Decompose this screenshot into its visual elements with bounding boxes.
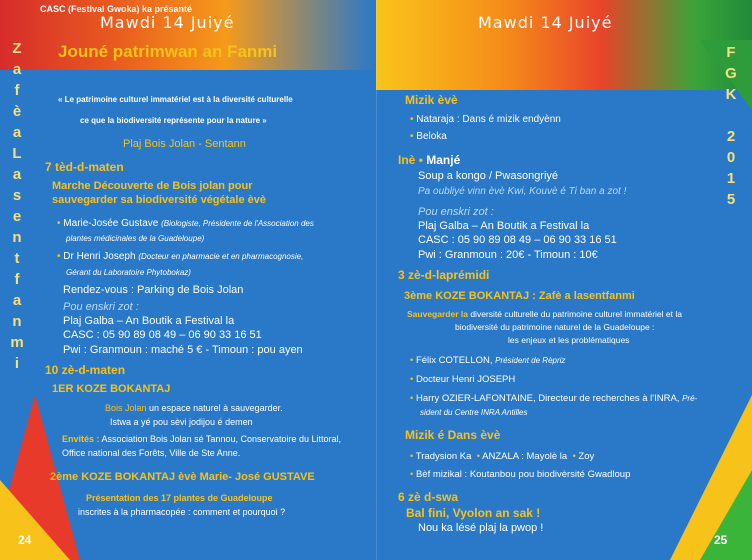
bullet-icon: •: [418, 153, 423, 167]
presenter-line: CASC (Festival Gwoka) ka présanté: [40, 4, 193, 14]
right-enskri-label: Pou enskri zot :: [418, 206, 494, 218]
vertical-letter: t: [14, 250, 20, 267]
s2-title: 1ER KOZE BOKANTAJ: [52, 383, 171, 395]
right-page-number: 25: [714, 533, 728, 547]
vertical-letter: [724, 105, 738, 126]
vertical-letter: s: [12, 187, 22, 204]
vertical-letter: L: [12, 145, 22, 162]
left-page-date: Mawdi 14 Juiyé: [100, 13, 235, 32]
end-text: Nou ka lésé plaj la pwop !: [418, 522, 544, 534]
guest-3-role: sident du Centre INRA Antilles: [420, 408, 528, 417]
s2-guests-1: Envités : Association Bois Jolan sé Tannou, Conservatoire du Littoral,: [62, 434, 342, 444]
section-time-3: 3 zè-d-laprémidi: [398, 268, 490, 282]
vertical-letter: è: [12, 103, 22, 120]
s1-person-2-desc: Gérant du Laboratoire Phytobokaz): [66, 268, 191, 277]
page-divider: [376, 0, 377, 560]
vertical-letter: i: [14, 355, 20, 372]
guest-2: • Docteur Henri JOSEPH: [410, 374, 516, 385]
section-time-10: 10 zè-d-maten: [45, 363, 126, 377]
bullet-icon: •: [410, 374, 414, 385]
s4-line-2: biodiversité du patrimoine naturel de la Guadeloupe :: [455, 322, 655, 332]
event-place: Plaj Bois Jolan - Sentann: [123, 138, 246, 150]
left-enskri-1: Plaj Galba – An Boutik a Festival la: [63, 315, 235, 327]
quote-line-1: « Le patrimoine culturel immatériel est à la diversité culturelle: [58, 95, 293, 104]
dans-title: Mizik é Dans èvè: [405, 428, 501, 442]
left-enskri-label: Pou enskri zot :: [63, 301, 139, 313]
right-enskri-1: Plaj Galba – An Boutik a Festival la: [418, 220, 590, 232]
s3-line-1: Présentation des 17 plantes de Guadeloupe: [86, 493, 273, 503]
section-time-7: 7 tèd-d-maten: [45, 160, 124, 174]
vertical-letter: n: [12, 229, 22, 246]
bullet-icon: •: [410, 469, 414, 480]
vertical-letter: a: [12, 124, 22, 141]
s1-person-2: • Dr Henri Joseph (Docteur en pharmacie et en pharmacognosie,: [57, 251, 304, 262]
s2-line-2: Istwa a yé pou sèvi jodijou é demen: [110, 417, 253, 427]
bullet-icon: •: [410, 451, 414, 462]
mizik-item-1: • Nataraja : Dans é mizik endyènn: [410, 114, 561, 125]
menu-line: Soup a kongo / Pwasongriyé: [418, 170, 559, 182]
quote-line-2: ce que la biodiversité représente pour la nature »: [80, 116, 267, 125]
bullet-icon: •: [410, 114, 414, 125]
left-page-number: 24: [18, 533, 32, 547]
s4-line-3: les enjeux et les problématiques: [508, 335, 630, 345]
vertical-letter: m: [10, 334, 24, 351]
bullet-icon: •: [57, 251, 61, 262]
s1-person-1-desc: plantes médicinales de la Guadeloupe): [66, 234, 205, 243]
right-enskri-3: Pwi : Granmoun : 20€ - Timoun : 10€: [418, 249, 598, 261]
dans-item-1: • Tradysion Ka • ANZALA : Mayolè la • Zoy: [410, 451, 595, 462]
vertical-letter: a: [12, 292, 22, 309]
rendezvous: Rendez-vous : Parking de Bois Jolan: [63, 284, 244, 296]
vertical-letter: n: [12, 313, 22, 330]
s2-line-1: Bois Jolan un espace naturel à sauvegarder.: [105, 403, 283, 413]
vertical-letter: 0: [726, 149, 736, 166]
s4-title: 3ème KOZE BOKANTAJ : Zafè a lasentfanmi: [404, 290, 635, 302]
vertical-letter: 2: [726, 128, 736, 145]
vertical-letter: K: [725, 86, 737, 103]
vertical-letter: e: [12, 208, 22, 225]
left-enskri-2: CASC : 05 90 89 08 49 – 06 90 33 16 51: [63, 329, 262, 341]
decor-triangle-yellow-left: [0, 480, 70, 560]
s1-person-1: • Marie-Josée Gustave (Biologiste, Présidente de l'Association des: [57, 218, 314, 229]
menu-note: Pa oubliyé vinn èvè Kwi, Kouvè é Ti ban a zot !: [418, 186, 627, 197]
s1-title-2: sauvegarder sa biodiversité végétale èvè: [52, 194, 267, 206]
right-vertical-text: [724, 42, 738, 210]
vertical-letter: f: [14, 82, 20, 99]
right-page-date: Mawdi 14 Juiyé: [478, 13, 613, 32]
vertical-letter: a: [12, 166, 22, 183]
right-enskri-2: CASC : 05 90 89 08 49 – 06 90 33 16 51: [418, 234, 617, 246]
left-vertical-text: [10, 38, 24, 374]
vertical-letter: f: [14, 271, 20, 288]
s1-title-1: Marche Découverte de Bois jolan pour: [52, 180, 253, 192]
mizik-title: Mizik èvè: [405, 93, 458, 107]
dans-item-2: • Bèf mizikal : Koutanbou pou biodivèrsité Gwadloup: [410, 469, 631, 480]
bullet-icon: •: [410, 131, 414, 142]
section-time-6: 6 zè d-swa: [398, 490, 459, 504]
vertical-letter: G: [725, 65, 737, 82]
vertical-letter: 1: [726, 170, 736, 187]
bullet-icon: •: [410, 355, 414, 366]
vertical-letter: 5: [726, 191, 736, 208]
s3-line-2: inscrites à la pharmacopée : comment et pourquoi ?: [78, 507, 286, 517]
guest-1: • Félix COTELLON, Président de Rèpriz: [410, 355, 566, 366]
ine-manje: Inè • Manjé: [398, 153, 461, 167]
vertical-letter: a: [12, 61, 22, 78]
vertical-letter: F: [726, 44, 736, 61]
bullet-icon: •: [474, 451, 481, 462]
guest-3: • Harry OZIER-LAFONTAINE, Directeur de recherches à l'INRA, Pré-: [410, 393, 698, 404]
left-enskri-3: Pwi : Granmoun : maché 5 € - Timoun : pou ayen: [63, 344, 303, 356]
mizik-item-2: • Beloka: [410, 131, 447, 142]
s4-line-1: Sauvegarder la diversité culturelle du patrimoine culturel immatériel et la: [407, 309, 682, 319]
left-page-title: Jouné patrimwan an Fanmi: [58, 42, 278, 61]
end-title: Bal fini, Vyolon an sak !: [406, 506, 541, 520]
bullet-icon: •: [569, 451, 576, 462]
vertical-letter: Z: [12, 40, 22, 57]
s2-guests-2: Office national des Forêts, Ville de Ste Anne.: [62, 448, 241, 458]
bullet-icon: •: [57, 218, 61, 229]
bullet-icon: •: [410, 393, 414, 404]
s3-title: 2ème KOZE BOKANTAJ èvè Marie- José GUSTAVE: [50, 471, 315, 483]
